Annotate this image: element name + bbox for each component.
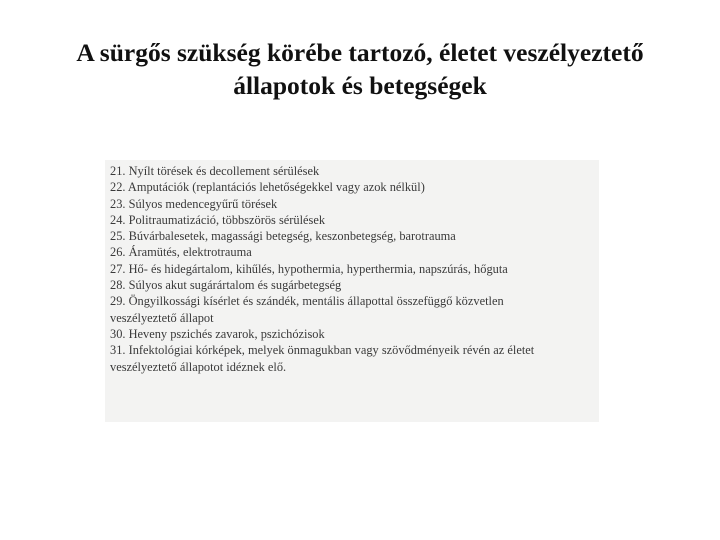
list-item-29-continued: veszélyeztető állapot [110, 310, 214, 325]
list-item-25: 25. Búvárbalesetek, magassági betegség, keszonbetegség, barotrauma [110, 229, 456, 244]
conditions-list-image [105, 160, 599, 422]
slide-title [20, 36, 700, 102]
list-item-21: 21. Nyílt törések és decollement sérülések [110, 164, 320, 178]
list-item-29: 29. Öngyilkossági kísérlet és szándék, mentális állapottal összefüggő közvetlen [110, 294, 504, 309]
list-item-23: 23. Súlyos medencegyűrű törések [110, 196, 278, 211]
slide-title-line-1: A sürgős szükség körébe tartozó, életet veszélyeztető [76, 38, 644, 67]
list-item-28: 28. Súlyos akut sugárártalom és sugárbetegség [110, 278, 342, 293]
list-item-31-continued: veszélyeztető állapotot idéznek elő. [110, 359, 287, 374]
list-item-27: 27. Hő- és hidegártalom, kihűlés, hypothermia, hyperthermia, napszúrás, hőguta [110, 261, 508, 276]
list-item-31: 31. Infektológiai kórképek, melyek önmagukban vagy szövődményeik révén az életet [110, 343, 535, 358]
list-item-24: 24. Politraumatizáció, többszörös sérülések [110, 212, 326, 227]
list-item-26: 26. Áramütés, elektrotrauma [110, 245, 252, 260]
list-item-30: 30. Heveny pszichés zavarok, pszichózisok [110, 326, 325, 341]
slide-title-line-2: állapotok és betegségek [233, 71, 487, 100]
list-item-22: 22. Amputációk (replantációs lehetőségekkel vagy azok nélkül) [110, 180, 425, 195]
